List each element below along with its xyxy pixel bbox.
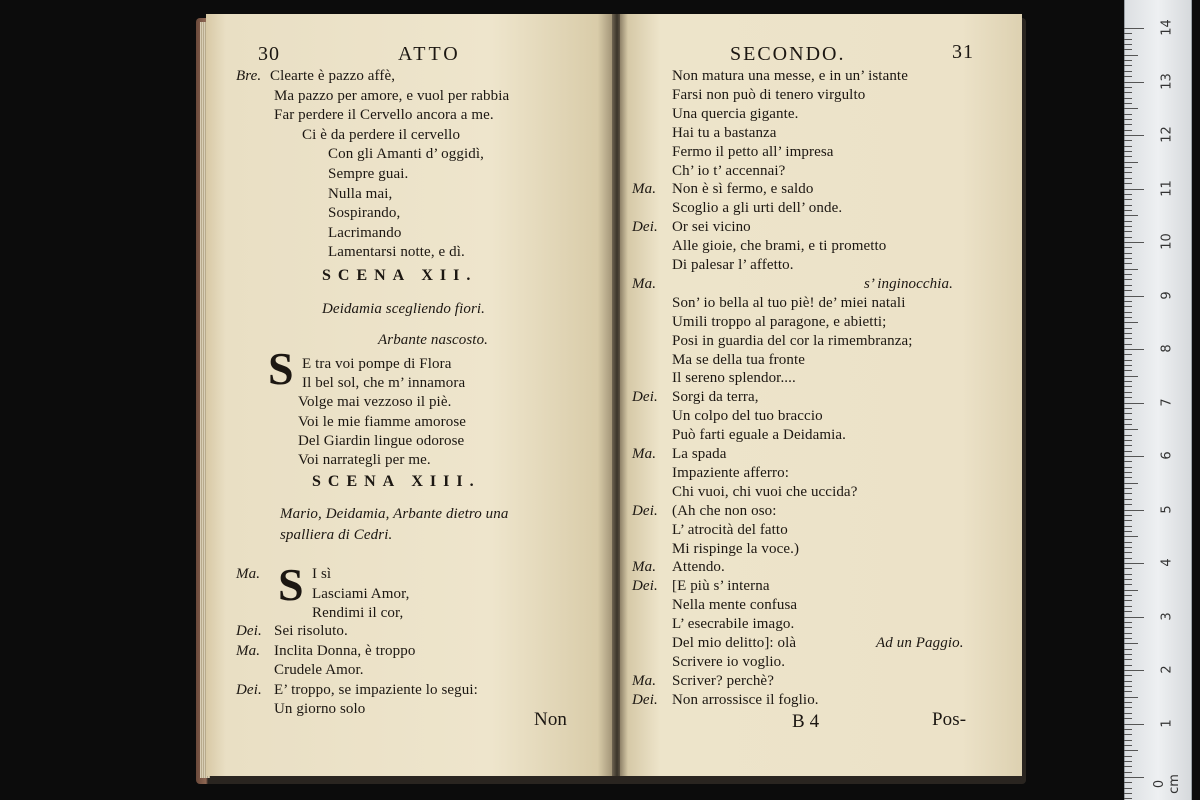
ruler-tick xyxy=(1124,638,1132,639)
ruler-tick xyxy=(1124,55,1138,56)
ruler-tick xyxy=(1124,333,1132,334)
ruler-tick xyxy=(1124,253,1132,254)
ruler-tick xyxy=(1124,600,1132,601)
ruler-tick xyxy=(1124,130,1132,131)
ruler-tick xyxy=(1124,691,1132,692)
verse-line: Umili troppo al paragone, e abietti; xyxy=(672,313,887,330)
ruler-tick xyxy=(1124,536,1138,537)
verse-line: Del Giardin lingue odorose xyxy=(298,432,465,449)
right-page-header: SECONDO. xyxy=(730,43,846,65)
ruler-label: 5 xyxy=(1159,504,1175,514)
verse-line: E’ troppo, se impaziente lo segui: xyxy=(274,681,478,698)
ruler-tick xyxy=(1124,766,1132,767)
ruler-tick xyxy=(1124,71,1132,72)
verse-line: Sorgi da terra, xyxy=(672,389,759,406)
ruler-tick xyxy=(1124,515,1132,516)
ruler-tick xyxy=(1124,386,1132,387)
ruler-tick xyxy=(1124,788,1132,789)
ruler-tick xyxy=(1124,777,1144,778)
ruler-tick xyxy=(1124,354,1132,355)
verse-line: Son’ io bella al tuo piè! de’ miei natali xyxy=(672,294,906,311)
ruler-tick xyxy=(1124,28,1144,29)
verse-line: Impaziente afferro: xyxy=(672,464,789,481)
ruler-tick xyxy=(1124,798,1132,799)
ruler-tick xyxy=(1124,274,1132,275)
ruler-tick xyxy=(1124,654,1132,655)
ruler-tick xyxy=(1124,531,1132,532)
ruler-tick xyxy=(1124,397,1132,398)
ruler-tick xyxy=(1124,301,1132,302)
ruler-tick xyxy=(1124,558,1132,559)
ruler-tick xyxy=(1124,226,1132,227)
verse-line: I sì xyxy=(312,566,332,582)
verse-line: Non matura una messe, e in un’ istante xyxy=(672,68,908,84)
scene-13-heading: SCENA XIII. xyxy=(312,473,481,490)
scene-12-direction: Deidamia scegliendo fiori. xyxy=(322,301,485,317)
ruler-tick xyxy=(1124,595,1132,596)
ruler-tick xyxy=(1124,456,1144,457)
ruler-tick xyxy=(1124,756,1132,757)
verse-line: Or sei vicino xyxy=(672,219,751,236)
ruler-tick xyxy=(1124,429,1138,430)
speaker-label: Dei. xyxy=(236,681,262,698)
verse-line: Far perdere il Cervello ancora a me. xyxy=(274,107,494,124)
verse-line: Scrivere io voglio. xyxy=(672,653,786,670)
verse-line: Posi in guardia del cor la rimembranza; xyxy=(672,332,913,349)
ruler-tick xyxy=(1124,237,1132,238)
ruler-tick xyxy=(1124,178,1132,179)
ruler-label: 2 xyxy=(1159,665,1175,674)
verse-line: Fermo il petto all’ impresa xyxy=(672,143,834,160)
ruler-label: 9 xyxy=(1159,290,1175,300)
verse-line: Voi narrategli per me. xyxy=(298,452,431,468)
ruler-tick xyxy=(1124,231,1132,232)
verse-line: Crudele Amor. xyxy=(274,662,364,678)
verse-line: Ch’ io t’ accennai? xyxy=(672,162,786,179)
ruler-tick xyxy=(1124,258,1132,259)
ruler-tick xyxy=(1124,108,1138,109)
ruler-tick xyxy=(1124,584,1132,585)
verse-line: Lamentarsi notte, e dì. xyxy=(328,244,465,261)
ruler-tick xyxy=(1124,724,1144,725)
speaker-label: Ma. xyxy=(632,559,657,576)
verse-line: E tra voi pompe di Flora xyxy=(302,356,452,372)
left-page-number: 30 xyxy=(258,43,280,65)
verse-line: (Ah che non oso: xyxy=(672,502,777,519)
speaker-label: Dei. xyxy=(632,578,658,595)
ruler-tick xyxy=(1124,360,1132,361)
ruler-tick xyxy=(1124,408,1132,409)
verse-line: Volge mai vezzoso il piè. xyxy=(298,394,452,411)
verse-line: Scriver? perchè? xyxy=(672,672,774,689)
verse-line: L’ atrocità del fatto xyxy=(672,521,788,538)
ruler-tick xyxy=(1124,627,1132,628)
ruler-tick xyxy=(1124,445,1132,446)
verse-line: Del mio delitto]: olà xyxy=(672,635,797,651)
ruler-tick xyxy=(1124,119,1132,120)
ruler-tick xyxy=(1124,65,1132,66)
ruler-tick xyxy=(1124,659,1132,660)
ruler-tick xyxy=(1124,98,1132,99)
ruler-tick xyxy=(1124,622,1132,623)
ruler-tick xyxy=(1124,82,1144,83)
ruler-tick xyxy=(1124,477,1132,478)
ruler-tick xyxy=(1124,772,1132,773)
verse-line: Un giorno solo xyxy=(274,701,366,717)
ruler-tick xyxy=(1124,734,1132,735)
ruler-tick xyxy=(1124,39,1132,40)
ruler-tick xyxy=(1124,461,1132,462)
ruler-tick xyxy=(1124,49,1132,50)
right-catchword: Pos- xyxy=(932,709,967,730)
ruler-tick xyxy=(1124,92,1132,93)
ruler-tick xyxy=(1124,510,1144,511)
verse-line: La spada xyxy=(672,446,727,462)
verse-line: Alle gioie, che brami, e ti prometto xyxy=(672,238,887,255)
ruler-tick xyxy=(1124,611,1132,612)
ruler-label: 12 xyxy=(1159,126,1175,143)
speaker-label: Dei. xyxy=(632,389,658,406)
ruler-tick xyxy=(1124,424,1132,425)
ruler-tick xyxy=(1124,643,1138,644)
ruler-tick xyxy=(1124,146,1132,147)
ruler-tick xyxy=(1124,328,1132,329)
ruler-tick xyxy=(1124,782,1132,783)
ruler-tick xyxy=(1124,526,1132,527)
ruler-tick xyxy=(1124,242,1144,243)
ruler-tick xyxy=(1124,499,1132,500)
verse-line: Un colpo del tuo braccio xyxy=(672,408,823,425)
ruler-tick xyxy=(1124,633,1132,634)
stage-direction: Ad un Paggio. xyxy=(876,635,964,651)
ruler-tick xyxy=(1124,76,1132,77)
ruler-tick xyxy=(1124,729,1132,730)
ruler-label: 3 xyxy=(1159,611,1175,621)
speaker-label: Ma. xyxy=(632,446,657,462)
ruler-tick xyxy=(1124,451,1132,452)
verse-line: Il bel sol, che m’ innamora xyxy=(302,375,466,392)
verse-line: Attendo. xyxy=(672,559,725,576)
ruler-tick xyxy=(1124,740,1132,741)
ruler-tick xyxy=(1124,707,1132,708)
scene-13-dropcap: S xyxy=(278,559,304,610)
ruler-tick xyxy=(1124,467,1132,468)
ruler-tick xyxy=(1124,590,1138,591)
ruler-tick xyxy=(1124,183,1132,184)
ruler-tick xyxy=(1124,199,1132,200)
verse-line: Farsi non può di tenero virgulto xyxy=(672,86,866,103)
ruler-tick xyxy=(1124,263,1132,264)
ruler-tick xyxy=(1124,370,1132,371)
ruler-tick xyxy=(1124,135,1144,136)
ruler-tick xyxy=(1124,617,1144,618)
speaker-label: Ma. xyxy=(632,181,657,198)
scene-13-direction: Mario, Deidamia, Arbante dietro una xyxy=(280,506,509,522)
ruler-tick xyxy=(1124,140,1132,141)
ruler-tick xyxy=(1124,312,1132,313)
speaker-label: Ma. xyxy=(632,672,657,689)
ruler-tick xyxy=(1124,376,1138,377)
ruler-tick xyxy=(1124,44,1132,45)
ruler-tick xyxy=(1124,322,1138,323)
verse-line: Clearte è pazzo affè, xyxy=(270,68,396,84)
ruler-label: 4 xyxy=(1159,558,1175,567)
ruler-tick xyxy=(1124,745,1132,746)
ruler-tick xyxy=(1124,87,1132,88)
ruler-tick xyxy=(1124,247,1132,248)
scene-13-first-speaker: Ma. xyxy=(236,566,261,582)
ruler-tick xyxy=(1124,681,1132,682)
ruler-label: 13 xyxy=(1159,72,1175,90)
ruler-tick xyxy=(1124,172,1132,173)
speaker-label: Ma. xyxy=(632,275,657,292)
ruler-tick xyxy=(1124,215,1138,216)
ruler-tick xyxy=(1124,579,1132,580)
speaker-label: Dei. xyxy=(236,623,262,639)
verse-line: Lacrimando xyxy=(328,224,402,241)
ruler-tick xyxy=(1124,440,1132,441)
ruler-tick xyxy=(1124,290,1132,291)
ruler-tick xyxy=(1124,718,1132,719)
ruler-label: 8 xyxy=(1159,344,1175,353)
ruler-tick xyxy=(1124,713,1132,714)
ruler-tick xyxy=(1124,205,1132,206)
verse-line: Scoglio a gli urti dell’ onde. xyxy=(672,200,843,217)
ruler-tick xyxy=(1124,221,1132,222)
ruler-label: 14 xyxy=(1159,19,1175,36)
verse-line: Non arrossisce il foglio. xyxy=(672,691,819,708)
ruler-label: 11 xyxy=(1159,179,1175,197)
scene-13-direction-2: spalliera di Cedri. xyxy=(280,527,393,543)
verse-line: Ma pazzo per amore, e vuol per rabbia xyxy=(274,87,510,104)
verse-line: Voi le mie fiamme amorose xyxy=(298,413,467,430)
verse-line: Nulla mai, xyxy=(328,185,393,202)
speaker-label: Bre. xyxy=(236,68,262,84)
verse-line: [E più s’ interna xyxy=(672,578,770,595)
ruler-tick xyxy=(1124,520,1132,521)
ruler-tick xyxy=(1124,563,1144,564)
ruler-tick xyxy=(1124,381,1132,382)
left-page xyxy=(206,14,614,776)
ruler-tick xyxy=(1124,504,1132,505)
ruler-tick xyxy=(1124,419,1132,420)
ruler-label: 1 xyxy=(1159,718,1175,728)
right-page-number: 31 xyxy=(952,41,974,63)
ruler-tick xyxy=(1124,493,1132,494)
verse-line: Non è sì fermo, e saldo xyxy=(672,181,814,198)
verse-line: Il sereno splendor.... xyxy=(672,370,796,387)
verse-line: Può farti eguale a Deidamia. xyxy=(672,427,846,444)
verse-line: Con gli Amanti d’ oggidì, xyxy=(328,146,484,163)
ruler-tick xyxy=(1124,574,1132,575)
ruler-tick xyxy=(1124,413,1132,414)
verse-line: Rendimi il cor, xyxy=(312,605,404,621)
speaker-label: Dei. xyxy=(632,219,658,236)
ruler-tick xyxy=(1124,317,1132,318)
ruler-tick xyxy=(1124,279,1132,280)
ruler-tick xyxy=(1124,568,1132,569)
verse-line: Inclita Donna, è troppo xyxy=(274,642,416,659)
ruler-tick xyxy=(1124,285,1132,286)
verse-line: Una quercia gigante. xyxy=(672,105,799,122)
ruler-tick xyxy=(1124,649,1132,650)
verse-line: Nella mente confusa xyxy=(672,597,798,614)
ruler-tick xyxy=(1124,702,1132,703)
signature-mark: B 4 xyxy=(792,711,820,732)
verse-line: Ci è da perdere il cervello xyxy=(302,126,461,143)
ruler-tick xyxy=(1124,750,1138,751)
ruler-label: 7 xyxy=(1159,397,1175,407)
ruler-tick xyxy=(1124,167,1132,168)
ruler-tick xyxy=(1124,670,1144,671)
right-page xyxy=(620,14,1022,776)
verse-line: Di palesar l’ affetto. xyxy=(672,257,794,273)
speaker-label: Dei. xyxy=(632,691,658,708)
verse-line: Chi vuoi, chi vuoi che uccida? xyxy=(672,483,858,500)
left-catchword: Non xyxy=(534,709,568,730)
ruler-tick xyxy=(1124,403,1144,404)
ruler-tick xyxy=(1124,365,1132,366)
ruler-tick xyxy=(1124,349,1144,350)
ruler-tick xyxy=(1124,151,1132,152)
speaker-label: Ma. xyxy=(236,642,261,659)
ruler-tick xyxy=(1124,306,1132,307)
verse-line: L’ esecrabile imago. xyxy=(672,616,795,633)
ruler-tick xyxy=(1124,435,1132,436)
verse-line: Sospirando, xyxy=(328,205,401,222)
ruler-tick xyxy=(1124,675,1132,676)
speaker-label: Dei. xyxy=(632,502,658,519)
ruler-tick xyxy=(1124,542,1132,543)
scene-12-direction-2: Arbante nascosto. xyxy=(378,332,489,348)
ruler-tick xyxy=(1124,488,1132,489)
ruler-tick xyxy=(1124,547,1132,548)
ruler-tick xyxy=(1124,189,1144,190)
scene-12-dropcap: S xyxy=(268,343,294,394)
ruler-tick xyxy=(1124,483,1138,484)
stage-direction: s’ inginocchia. xyxy=(864,275,953,292)
ruler-tick xyxy=(1124,606,1132,607)
verse-line: Lasciami Amor, xyxy=(312,585,410,602)
ruler-tick xyxy=(1124,162,1138,163)
ruler-tick xyxy=(1124,686,1132,687)
ruler-tick xyxy=(1124,103,1132,104)
scene-12-heading: SCENA XII. xyxy=(322,267,478,284)
ruler-tick xyxy=(1124,114,1132,115)
verse-line: Mi rispinge la voce.) xyxy=(672,540,800,557)
ruler-tick xyxy=(1124,344,1132,345)
ruler-label: 0 cm xyxy=(1152,774,1182,794)
ruler-label: 10 xyxy=(1159,233,1175,250)
ruler-tick xyxy=(1124,761,1132,762)
ruler-tick xyxy=(1124,296,1144,297)
ruler-tick xyxy=(1124,210,1132,211)
ruler-tick xyxy=(1124,269,1138,270)
verse-line: Sei risoluto. xyxy=(274,623,348,639)
ruler-tick xyxy=(1124,793,1132,794)
ruler-tick xyxy=(1124,552,1132,553)
verse-line: Ma se della tua fronte xyxy=(672,351,805,368)
ruler-tick xyxy=(1124,665,1132,666)
measuring-ruler xyxy=(1124,0,1192,800)
ruler-label: 6 xyxy=(1159,451,1175,460)
ruler-tick xyxy=(1124,194,1132,195)
ruler-tick xyxy=(1124,33,1132,34)
ruler-tick xyxy=(1124,124,1132,125)
left-page-header: ATTO xyxy=(398,43,461,65)
ruler-tick xyxy=(1124,392,1132,393)
ruler-tick xyxy=(1124,697,1138,698)
verse-line: Hai tu a bastanza xyxy=(672,124,777,141)
ruler-tick xyxy=(1124,156,1132,157)
ruler-tick xyxy=(1124,60,1132,61)
ruler-tick xyxy=(1124,472,1132,473)
verse-line: Sempre guai. xyxy=(328,166,409,182)
ruler-tick xyxy=(1124,338,1132,339)
